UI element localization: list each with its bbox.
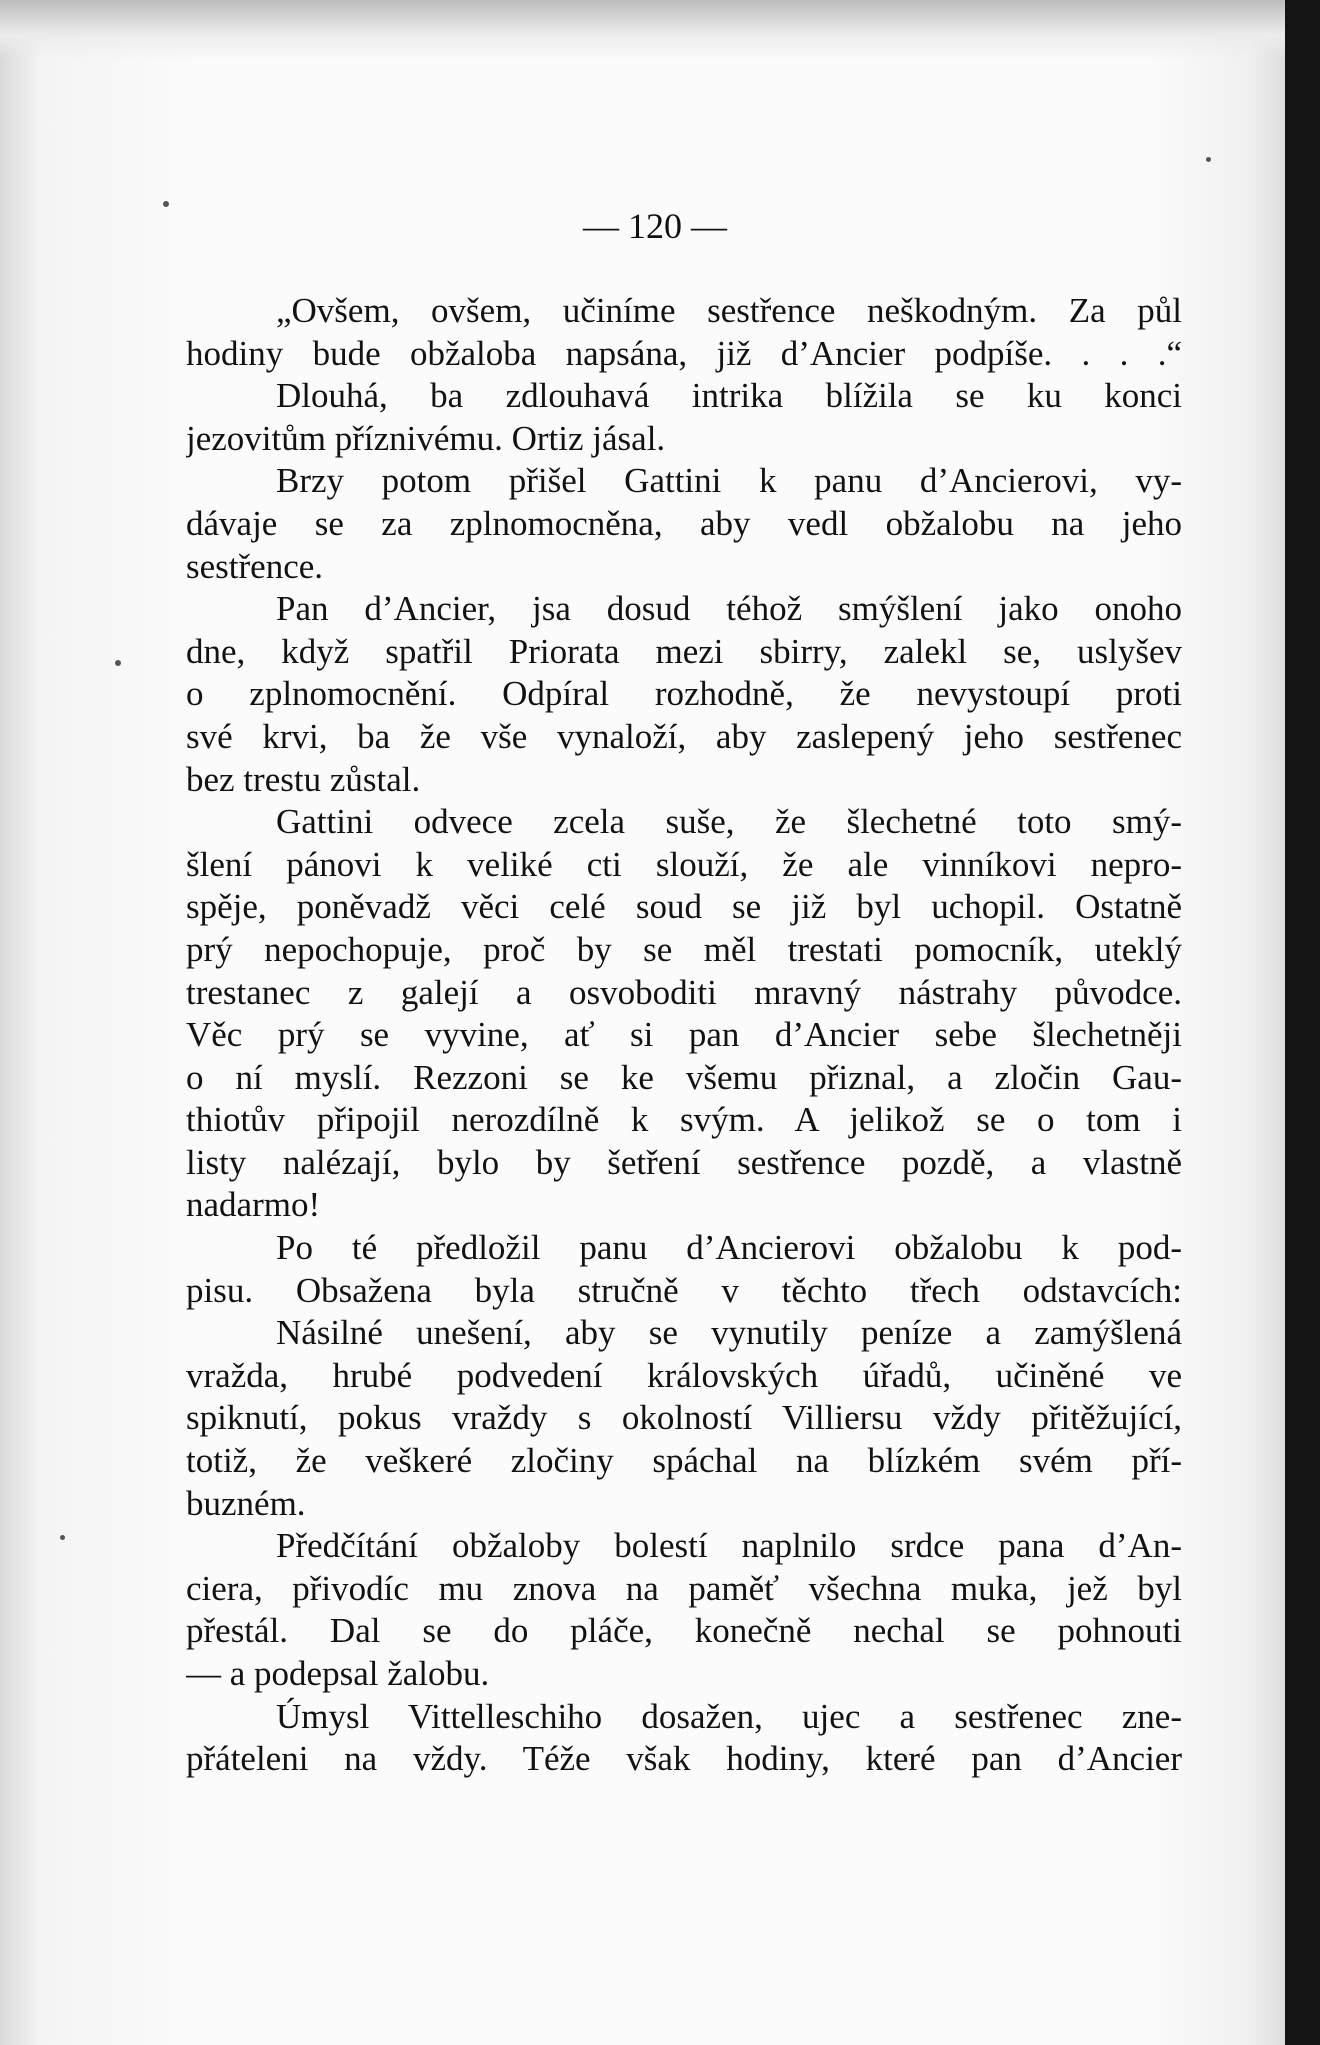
text-line: jezovitům příznivému. Ortiz jásal. xyxy=(186,418,666,458)
text-line: Brzy potom přišel Gattini k panu d’Ancierovi, vy- xyxy=(276,461,1182,501)
text-line: listy nalézají, bylo by šetření sestřence pozdě, a vlastně xyxy=(186,1142,1182,1182)
text-line: prý nepochopuje, proč by se měl trestati pomocník, uteklý xyxy=(186,929,1182,969)
text-line: Gattini odvece zcela suše, že šlechetné toto smý- xyxy=(276,802,1182,842)
print-speck xyxy=(115,660,121,666)
text-line: Po té předložil panu d’Ancierovi obžalobu k pod- xyxy=(276,1228,1182,1268)
text-line: dne, když spatřil Priorata mezi sbirry, zalekl se, uslyšev xyxy=(186,631,1182,671)
text-line: bez trestu zůstal. xyxy=(186,759,421,799)
text-line: Pan d’Ancier, jsa dosud téhož smýšlení jako onoho xyxy=(276,589,1182,629)
text-line: — a podepsal žalobu. xyxy=(186,1654,490,1693)
text-line: totiž, že veškeré zločiny spáchal na blízkém svém pří- xyxy=(186,1441,1182,1481)
text-line: „Ovšem, ovšem, učiníme sestřence neškodným. Za půl xyxy=(276,291,1182,330)
text-line: ciera, přivodíc mu znova na paměť všechna muka, jež byl xyxy=(186,1568,1182,1608)
print-speck xyxy=(1206,157,1211,162)
text-line: trestanec z galejí a osvoboditi mravný nástrahy původce. xyxy=(186,972,1182,1012)
print-speck xyxy=(60,1535,65,1540)
text-line: Věc prý se vyvine, ať si pan d’Ancier sebe šlechetněji xyxy=(186,1015,1182,1055)
scan-edge xyxy=(1285,0,1320,2045)
text-line: spěje, poněvadž věci celé soud se již byl uchopil. Ostatně xyxy=(186,887,1182,927)
text-line: přáteleni na vždy. Téže však hodiny, které pan d’Ancier xyxy=(186,1739,1182,1779)
text-line: přestál. Dal se do pláče, konečně nechal se pohnouti xyxy=(186,1611,1182,1651)
body-text xyxy=(186,290,1182,1781)
text-line: šlení pánovi k veliké cti slouží, že ale vinníkovi nepro- xyxy=(186,844,1182,884)
text-line: buzném. xyxy=(186,1483,306,1523)
text-line: spiknutí, pokus vraždy s okolností Villiersu vždy přitěžující, xyxy=(186,1398,1182,1438)
text-line: Úmysl Vittelleschiho dosažen, ujec a sestřenec zne- xyxy=(276,1696,1182,1736)
text-line: nadarmo! xyxy=(186,1185,321,1225)
text-line: dávaje se za zplnomocněna, aby vedl obžalobu na jeho xyxy=(186,503,1182,543)
text-line: o zplnomocnění. Odpíral rozhodně, že nevystoupí proti xyxy=(186,674,1182,714)
text-line: pisu. Obsažena byla stručně v těchto třech odstavcích: xyxy=(186,1270,1182,1310)
text-line: vražda, hrubé podvedení královských úřadů, učiněné ve xyxy=(186,1355,1182,1395)
page-number: — 120 — xyxy=(583,206,727,246)
text-line: Předčítání obžaloby bolestí naplnilo srdce pana d’An- xyxy=(276,1526,1182,1566)
text-line: hodiny bude obžaloba napsána, již d’Ancier podpíše. . . .“ xyxy=(186,333,1182,373)
text-line: thiotův připojil nerozdílně k svým. A jelikož se o tom i xyxy=(186,1100,1182,1140)
text-line: Dlouhá, ba zdlouhavá intrika blížila se ku konci xyxy=(276,376,1182,416)
text-line: sestřence. xyxy=(186,546,324,586)
text-line: o ní myslí. Rezzoni se ke všemu přiznal, a zločin Gau- xyxy=(186,1057,1182,1097)
page-top-shadow xyxy=(0,0,1285,60)
text-line: své krvi, ba že vše vynaloží, aby zaslepený jeho sestřenec xyxy=(186,716,1182,756)
print-speck xyxy=(163,201,169,207)
text-line: Násilné unešení, aby se vynutily peníze a zamýšlená xyxy=(276,1313,1182,1353)
